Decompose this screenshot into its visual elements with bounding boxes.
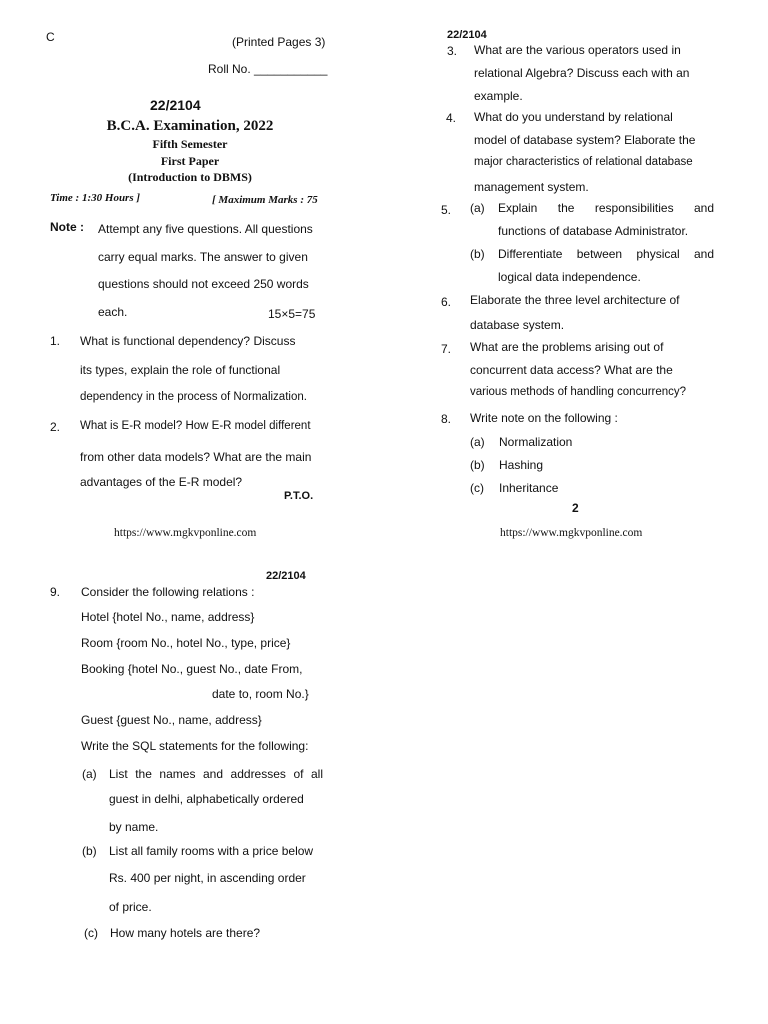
footer-url: https://www.mgkvponline.com bbox=[500, 527, 643, 539]
sub-part-label: (b) bbox=[82, 844, 97, 858]
question-line: What are the various operators used in bbox=[474, 43, 681, 57]
relation-line: Hotel {hotel No., name, address} bbox=[81, 610, 255, 624]
question-number: 9. bbox=[50, 585, 61, 599]
paper-code: 22/2104 bbox=[266, 570, 306, 582]
question-number: 5. bbox=[441, 203, 452, 217]
marks-formula: 15×5=75 bbox=[268, 307, 316, 321]
question-line: Write note on the following : bbox=[470, 411, 618, 425]
question-line: List the names and addresses of all bbox=[109, 767, 323, 781]
roll-no: Roll No. ___________ bbox=[208, 62, 328, 76]
sub-part-label: (c) bbox=[470, 481, 484, 495]
question-number: 2. bbox=[50, 420, 61, 434]
note-line: questions should not exceed 250 words bbox=[98, 277, 309, 291]
question-number: 7. bbox=[441, 342, 452, 356]
question-line: Explain the responsibilities and bbox=[498, 201, 714, 215]
question-line: guest in delhi, alphabetically ordered bbox=[109, 792, 304, 806]
relation-line: Booking {hotel No., guest No., date From, bbox=[81, 662, 303, 676]
question-line: Elaborate the three level architecture of bbox=[470, 293, 680, 307]
question-number: 3. bbox=[447, 44, 458, 58]
paper-label: First Paper bbox=[160, 154, 220, 168]
sub-part-label: (a) bbox=[470, 201, 485, 215]
question-line: Rs. 400 per night, in ascending order bbox=[109, 871, 306, 885]
question-line: various methods of handling concurrency? bbox=[470, 386, 687, 398]
note-label: Note : bbox=[50, 220, 84, 234]
question-line: concurrent data access? What are the bbox=[470, 363, 673, 377]
sub-part-label: (c) bbox=[84, 926, 98, 940]
question-number: 6. bbox=[441, 295, 452, 309]
question-line: How many hotels are there? bbox=[110, 926, 261, 940]
note-line: Attempt any five questions. All questions bbox=[98, 222, 313, 236]
question-line: relational Algebra? Discuss each with an bbox=[474, 66, 690, 80]
question-line: What is functional dependency? Discuss bbox=[80, 334, 296, 348]
question-line: functions of database Administrator. bbox=[498, 224, 689, 238]
question-line: List all family rooms with a price below bbox=[109, 844, 314, 858]
note-item: Hashing bbox=[499, 458, 544, 472]
relation-line: Guest {guest No., name, address} bbox=[81, 713, 262, 727]
note-item: Inheritance bbox=[499, 481, 559, 495]
time-allowed: Time : 1:30 Hours ] bbox=[50, 192, 141, 204]
semester: Fifth Semester bbox=[152, 137, 228, 151]
subject: (Introduction to DBMS) bbox=[128, 170, 252, 184]
note-item: Normalization bbox=[499, 435, 573, 449]
question-number: 4. bbox=[446, 111, 457, 125]
sub-part-label: (b) bbox=[470, 247, 485, 261]
question-line: advantages of the E-R model? bbox=[80, 475, 243, 489]
question-number: 1. bbox=[50, 334, 61, 348]
pto: P.T.O. bbox=[284, 490, 314, 502]
paper-code: 22/2104 bbox=[447, 29, 487, 41]
question-line: model of database system? Elaborate the bbox=[474, 133, 696, 147]
footer-url: https://www.mgkvponline.com bbox=[114, 527, 257, 539]
note-line: each. bbox=[98, 305, 128, 319]
max-marks: [ Maximum Marks : 75 bbox=[212, 194, 318, 206]
question-line: Differentiate between physical and bbox=[498, 247, 714, 261]
question-line: management system. bbox=[474, 180, 589, 194]
sub-part-label: (a) bbox=[470, 435, 485, 449]
note-line: carry equal marks. The answer to given bbox=[98, 250, 308, 264]
relation-line: Room {room No., hotel No., type, price} bbox=[81, 636, 291, 650]
sub-part-label: (b) bbox=[470, 458, 485, 472]
question-line: What do you understand by relational bbox=[474, 110, 673, 124]
paper-code: 22/2104 bbox=[150, 97, 201, 113]
printed-pages: (Printed Pages 3) bbox=[232, 35, 326, 49]
sql-intro: Write the SQL statements for the following: bbox=[81, 739, 309, 753]
relation-line: date to, room No.} bbox=[212, 687, 309, 701]
question-line: from other data models? What are the main bbox=[80, 450, 312, 464]
page-number: 2 bbox=[572, 501, 579, 515]
question-line: its types, explain the role of functional bbox=[80, 363, 281, 377]
exam-title: B.C.A. Examination, 2022 bbox=[106, 118, 274, 134]
question-line: example. bbox=[474, 89, 523, 103]
question-number: 8. bbox=[441, 412, 452, 426]
question-intro: Consider the following relations : bbox=[81, 585, 255, 599]
question-line: dependency in the process of Normalization. bbox=[80, 391, 307, 403]
question-line: database system. bbox=[470, 318, 565, 332]
question-line: major characteristics of relational database bbox=[474, 156, 693, 168]
question-line: What is E-R model? How E-R model different bbox=[80, 420, 311, 432]
question-line: by name. bbox=[109, 820, 159, 834]
question-line: What are the problems arising out of bbox=[470, 340, 664, 354]
question-line: logical data independence. bbox=[498, 270, 641, 284]
sub-part-label: (a) bbox=[82, 767, 97, 781]
question-line: of price. bbox=[109, 900, 152, 914]
corner-mark: C bbox=[46, 30, 55, 44]
